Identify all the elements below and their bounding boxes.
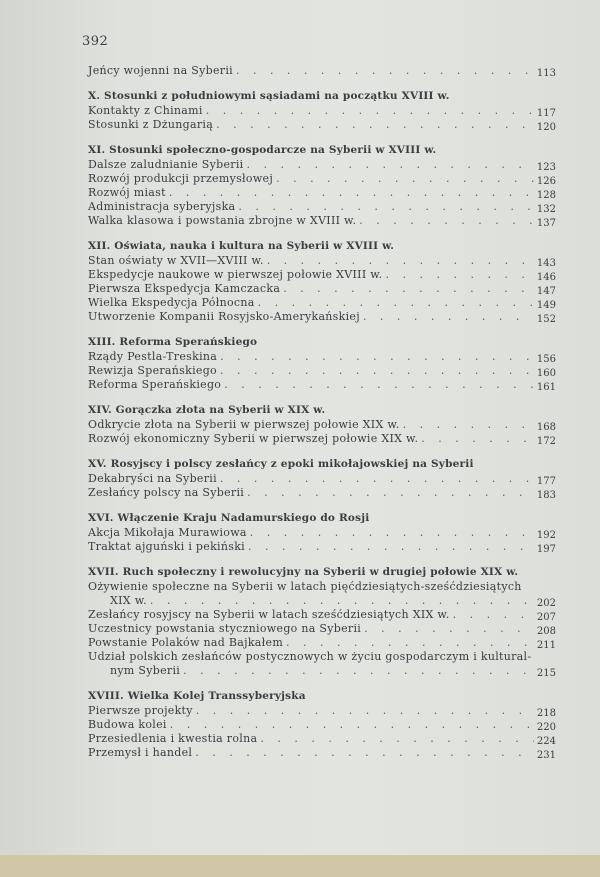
dot-leader (360, 310, 534, 324)
dot-leader (221, 378, 534, 392)
chapter-heading: XVII. Ruch społeczny i rewolucyjny na Syberii w drugiej połowie XIX w. (88, 566, 519, 578)
toc-entry-title: Walka klasowa i powstania zbrojne w XVIII w. (88, 214, 357, 227)
toc-entry-page: 152 (536, 314, 556, 325)
toc-entry-title: Przemysł i handel (88, 746, 193, 759)
toc-entry (88, 540, 556, 554)
toc-entry (88, 636, 556, 650)
toc-section (88, 457, 556, 500)
toc-entry (88, 594, 556, 608)
toc-entry-page: 192 (536, 530, 556, 541)
toc-section (88, 403, 556, 446)
toc-entry-title: Dalsze zaludnianie Syberii (88, 158, 244, 171)
dot-leader (356, 214, 534, 228)
dot-leader (217, 472, 534, 486)
table-of-contents (88, 64, 556, 760)
toc-section (88, 89, 556, 132)
dot-leader (167, 718, 534, 732)
dot-leader (192, 746, 534, 760)
toc-entry-title: Pierwsze projekty (88, 704, 193, 717)
chapter-heading: XI. Stosunki społeczno-gospodarcze na Syberii w XVIII w. (88, 144, 437, 156)
toc-entry-title: Przesiedlenia i kwestia rolna (88, 732, 258, 745)
toc-entry-page: 224 (536, 736, 556, 747)
toc-entry-page: 202 (536, 598, 556, 609)
toc-entry-page: 220 (536, 722, 556, 733)
dot-leader (147, 594, 534, 608)
dot-leader (264, 254, 534, 268)
toc-entry (88, 664, 556, 678)
toc-entry (88, 486, 556, 500)
toc-entry-page: 172 (536, 436, 556, 447)
toc-entry-continuation: nym Syberii (110, 664, 181, 677)
toc-entry-title: Rozwój ekonomiczny Syberii w pierwszej połowie XIX w. (88, 432, 419, 445)
toc-entry-page: 231 (536, 750, 556, 761)
toc-entry-title: Pierwsza Ekspedycja Kamczacka (88, 282, 281, 295)
dot-leader (400, 418, 534, 432)
toc-entry (88, 254, 556, 268)
dot-leader (280, 282, 534, 296)
dot-leader (213, 118, 534, 132)
toc-entry (88, 732, 556, 746)
toc-entry-title: Zesłańcy polscy na Syberii (88, 486, 245, 499)
toc-entry (88, 214, 556, 228)
dot-leader (244, 158, 534, 172)
toc-entry-title: Akcja Mikołaja Murawiowa (88, 526, 247, 539)
toc-entry-page: 147 (536, 286, 556, 297)
dot-leader (217, 364, 534, 378)
toc-section (88, 239, 556, 324)
toc-entry-title: Traktat ajguński i pekiński (88, 540, 245, 553)
toc-section (88, 335, 556, 392)
dot-leader (255, 296, 534, 310)
toc-entry-title: Stosunki z Dżungarią (88, 118, 214, 131)
toc-entry-page: 156 (536, 354, 556, 365)
toc-entry (88, 200, 556, 214)
dot-leader (233, 64, 534, 78)
dot-leader (235, 200, 534, 214)
toc-entry-title: Rewizja Sperańskiego (88, 364, 217, 377)
toc-entry-page: 208 (536, 626, 556, 637)
toc-entry-page: 183 (536, 490, 556, 501)
dot-leader (193, 704, 534, 718)
toc-entry-page: 113 (536, 68, 556, 79)
toc-entry (88, 526, 556, 540)
toc-entry (88, 118, 556, 132)
toc-entry-page: 117 (536, 108, 556, 119)
toc-entry-title: Rozwój miast (88, 186, 166, 199)
toc-entry-title: Budowa kolei (88, 718, 167, 731)
toc-entry-continuation: XIX w. (110, 594, 147, 607)
chapter-heading: XVI. Włączenie Kraju Nadamurskiego do Rosji (88, 512, 370, 524)
toc-section (88, 689, 556, 760)
toc-entry-title: Ożywienie społeczne na Syberii w latach pięćdziesiątych-sześćdziesiątych (88, 580, 522, 593)
toc-entry-page: 128 (536, 190, 556, 201)
dot-leader (180, 664, 534, 678)
dot-leader (245, 540, 534, 554)
toc-entry-title: Kontakty z Chinami (88, 104, 203, 117)
toc-entry-title: Jeńcy wojenni na Syberii (88, 64, 233, 77)
chapter-heading: XII. Oświata, nauka i kultura na Syberii w XVIII w. (88, 240, 395, 252)
toc-entry-title: Wielka Ekspedycja Północna (88, 296, 255, 309)
toc-section (88, 64, 556, 78)
toc-entry-page: 149 (536, 300, 556, 311)
toc-entry (88, 310, 556, 324)
toc-entry-title: Stan oświaty w XVII—XVIII w. (88, 254, 264, 267)
toc-entry-page: 168 (536, 422, 556, 433)
chapter-heading: X. Stosunki z południowymi sąsiadami na początku XVIII w. (88, 90, 450, 102)
toc-entry-page: 132 (536, 204, 556, 215)
toc-section (88, 511, 556, 554)
toc-entry-title: Powstanie Polaków nad Bajkałem (88, 636, 284, 649)
dot-leader (247, 526, 534, 540)
toc-entry-page: 215 (536, 668, 556, 679)
toc-entry-page: 137 (536, 218, 556, 229)
toc-entry-title: Ekspedycje naukowe w pierwszej połowie XVIII w. (88, 268, 383, 281)
toc-entry (88, 704, 556, 718)
toc-entry (88, 622, 556, 636)
toc-entry (88, 608, 556, 622)
toc-entry-page: 211 (536, 640, 556, 651)
chapter-heading: XVIII. Wielka Kolej Transsyberyjska (88, 690, 306, 702)
toc-entry-page: 120 (536, 122, 556, 133)
toc-entry-page: 207 (536, 612, 556, 623)
toc-entry (88, 104, 556, 118)
toc-entry-title: Odkrycie złota na Syberii w pierwszej połowie XIX w. (88, 418, 400, 431)
chapter-heading: XV. Rosyjscy i polscy zesłańcy z epoki mikołajowskiej na Syberii (88, 458, 474, 470)
toc-section (88, 143, 556, 228)
toc-entry (88, 472, 556, 486)
dot-leader (217, 350, 534, 364)
toc-entry-title: Uczestnicy powstania styczniowego na Syberii (88, 622, 362, 635)
toc-entry (88, 282, 556, 296)
dot-leader (273, 172, 534, 186)
dot-leader (203, 104, 534, 118)
toc-entry-title: Utworzenie Kompanii Rosyjsko-Amerykańskiej (88, 310, 360, 323)
chapter-heading: XIII. Reforma Sperańskiego (88, 336, 258, 348)
toc-section (88, 565, 556, 678)
page-edge (0, 855, 600, 877)
toc-entry (88, 186, 556, 200)
toc-entry-page: 143 (536, 258, 556, 269)
toc-entry-page: 161 (536, 382, 556, 393)
toc-entry (88, 432, 556, 446)
toc-entry-page: 218 (536, 708, 556, 719)
toc-entry (88, 158, 556, 172)
toc-entry (88, 172, 556, 186)
toc-entry (88, 350, 556, 364)
toc-entry-title: Reforma Sperańskiego (88, 378, 222, 391)
toc-entry (88, 718, 556, 732)
dot-leader (257, 732, 534, 746)
page-number: 392 (82, 34, 109, 49)
toc-entry-page: 146 (536, 272, 556, 283)
toc-entry (88, 364, 556, 378)
toc-entry-page: 177 (536, 476, 556, 487)
toc-entry (88, 378, 556, 392)
toc-entry (88, 268, 556, 282)
dot-leader (283, 636, 534, 650)
toc-entry-page: 123 (536, 162, 556, 173)
toc-entry (88, 296, 556, 310)
toc-entry (88, 746, 556, 760)
toc-entry-title: Zesłańcy rosyjscy na Syberii w latach sześćdziesiątych XIX w. (88, 608, 450, 621)
toc-entry (88, 64, 556, 78)
toc-entry-page: 197 (536, 544, 556, 555)
toc-entry-title: Udział polskich zesłańców postycznowych w życiu gospodarczym i kultural- (88, 650, 532, 663)
dot-leader (166, 186, 534, 200)
toc-entry (88, 418, 556, 432)
dot-leader (418, 432, 534, 446)
dot-leader (244, 486, 534, 500)
toc-entry-title: Administracja syberyjska (88, 200, 236, 213)
toc-entry-title: Rozwój produkcji przemysłowej (88, 172, 274, 185)
toc-entry-page: 126 (536, 176, 556, 187)
dot-leader (382, 268, 534, 282)
toc-entry-page: 160 (536, 368, 556, 379)
dot-leader (450, 608, 534, 622)
dot-leader (361, 622, 534, 636)
toc-entry-title: Dekabryści na Syberii (88, 472, 217, 485)
toc-entry-title: Rządy Pestla-Treskina (88, 350, 218, 363)
chapter-heading: XIV. Gorączka złota na Syberii w XIX w. (88, 404, 326, 416)
